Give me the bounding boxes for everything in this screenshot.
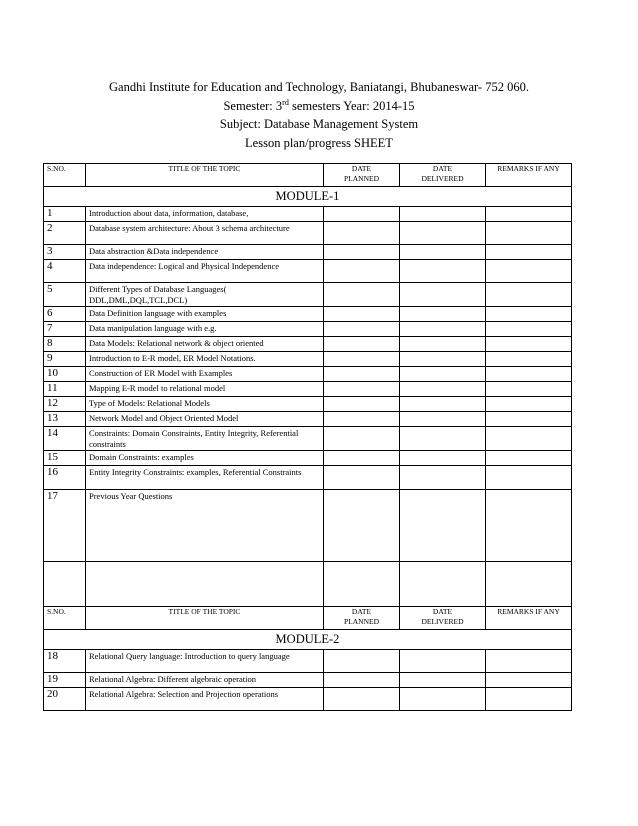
- row-number: 5: [44, 283, 86, 307]
- date-delivered-cell: [400, 382, 486, 397]
- row-topic: Mapping E-R model to relational model: [86, 382, 324, 397]
- document-header: [0, 78, 638, 152]
- date-delivered-cell: [400, 451, 486, 466]
- remarks-cell: [486, 283, 572, 307]
- date-planned-cell: [324, 427, 400, 451]
- row-topic: Data manipulation language with e.g.: [86, 322, 324, 337]
- date-planned-cell: [324, 352, 400, 367]
- date-planned-label-2: PLANNED: [344, 617, 379, 626]
- table-row: [44, 397, 572, 412]
- date-planned-cell: [324, 650, 400, 673]
- blank-cell: [44, 562, 86, 607]
- date-planned-cell: [324, 412, 400, 427]
- row-number: 14: [44, 427, 86, 451]
- row-topic: Data independence: Logical and Physical Independence: [86, 260, 324, 283]
- date-planned-cell: [324, 466, 400, 490]
- date-planned-cell: [324, 207, 400, 222]
- remarks-cell: [486, 397, 572, 412]
- row-number: 12: [44, 397, 86, 412]
- date-delivered-label-2: DELIVERED: [421, 174, 464, 183]
- year-text: semesters Year: 2014-15: [288, 98, 415, 113]
- date-planned-cell: [324, 337, 400, 352]
- date-delivered-cell: [400, 283, 486, 307]
- table-row: [44, 307, 572, 322]
- row-topic: Entity Integrity Constraints: examples, Referential Constraints: [86, 466, 324, 490]
- row-number: 3: [44, 245, 86, 260]
- module-title: MODULE-1: [44, 187, 572, 207]
- remarks-header: REMARKS IF ANY: [486, 607, 572, 630]
- column-header-row: [44, 607, 572, 630]
- remarks-cell: [486, 451, 572, 466]
- remarks-cell: [486, 490, 572, 562]
- date-delivered-label-1: DATE: [432, 607, 453, 616]
- module-title: MODULE-2: [44, 630, 572, 650]
- row-number: 10: [44, 367, 86, 382]
- lesson-plan-table: [43, 163, 572, 711]
- table-row: [44, 427, 572, 451]
- date-planned-cell: [324, 367, 400, 382]
- date-planned-cell: [324, 451, 400, 466]
- date-planned-cell: [324, 283, 400, 307]
- institute-line: Gandhi Institute for Education and Technology, Baniatangi, Bhubaneswar- 752 060.: [109, 80, 529, 94]
- date-planned-cell: [324, 222, 400, 245]
- row-topic: Different Types of Database Languages( DDL,DML,DQL,TCL,DCL): [86, 283, 324, 307]
- date-planned-cell: [324, 322, 400, 337]
- date-delivered-label-2: DELIVERED: [421, 617, 464, 626]
- row-number: 2: [44, 222, 86, 245]
- row-number: 6: [44, 307, 86, 322]
- date-delivered-cell: [400, 222, 486, 245]
- table-row: [44, 260, 572, 283]
- row-topic: Relational Query language: Introduction to query language: [86, 650, 324, 673]
- table-row: [44, 466, 572, 490]
- date-planned-label-1: DATE: [351, 607, 372, 616]
- remarks-cell: [486, 307, 572, 322]
- date-delivered-cell: [400, 490, 486, 562]
- date-delivered-label-1: DATE: [432, 164, 453, 173]
- table-row: [44, 322, 572, 337]
- row-number: 16: [44, 466, 86, 490]
- row-topic: Network Model and Object Oriented Model: [86, 412, 324, 427]
- date-planned-header: [324, 607, 400, 630]
- date-planned-header: [324, 164, 400, 187]
- remarks-cell: [486, 650, 572, 673]
- row-topic: Relational Algebra: Selection and Projection operations: [86, 688, 324, 711]
- date-delivered-header: [400, 164, 486, 187]
- table-row: [44, 207, 572, 222]
- date-planned-cell: [324, 688, 400, 711]
- date-delivered-cell: [400, 352, 486, 367]
- blank-cell: [486, 562, 572, 607]
- row-number: 17: [44, 490, 86, 562]
- sheet-title: Lesson plan/progress SHEET: [245, 135, 393, 150]
- row-number: 7: [44, 322, 86, 337]
- row-topic: Construction of ER Model with Examples: [86, 367, 324, 382]
- table-row: [44, 245, 572, 260]
- remarks-cell: [486, 245, 572, 260]
- remarks-cell: [486, 688, 572, 711]
- date-planned-cell: [324, 307, 400, 322]
- subject-line: Subject: Database Management System: [219, 117, 419, 131]
- date-delivered-cell: [400, 322, 486, 337]
- remarks-cell: [486, 412, 572, 427]
- date-delivered-cell: [400, 307, 486, 322]
- remarks-cell: [486, 352, 572, 367]
- row-topic: Domain Constraints: examples: [86, 451, 324, 466]
- table-row: [44, 367, 572, 382]
- date-delivered-cell: [400, 337, 486, 352]
- table-row: [44, 222, 572, 245]
- column-header-row: [44, 164, 572, 187]
- row-number: 8: [44, 337, 86, 352]
- date-delivered-cell: [400, 650, 486, 673]
- row-topic: Data Models: Relational network & object oriented: [86, 337, 324, 352]
- row-topic: Database system architecture: About 3 schema architecture: [86, 222, 324, 245]
- date-delivered-cell: [400, 412, 486, 427]
- row-topic: Data abstraction &Data independence: [86, 245, 324, 260]
- remarks-cell: [486, 466, 572, 490]
- row-topic: Relational Algebra: Different algebraic operation: [86, 673, 324, 688]
- blank-cell: [324, 562, 400, 607]
- remarks-cell: [486, 337, 572, 352]
- remarks-cell: [486, 260, 572, 283]
- date-planned-cell: [324, 260, 400, 283]
- table-row: [44, 490, 572, 562]
- module-title-row: [44, 187, 572, 207]
- row-topic: Data Definition language with examples: [86, 307, 324, 322]
- row-number: 4: [44, 260, 86, 283]
- blank-cell: [86, 562, 324, 607]
- remarks-cell: [486, 367, 572, 382]
- semester-text: Semester: 3: [223, 98, 283, 113]
- date-delivered-header: [400, 607, 486, 630]
- lesson-plan-table-body: [44, 164, 572, 711]
- row-number: 19: [44, 673, 86, 688]
- date-planned-cell: [324, 245, 400, 260]
- table-row: [44, 650, 572, 673]
- table-row: [44, 283, 572, 307]
- row-number: 1: [44, 207, 86, 222]
- remarks-cell: [486, 222, 572, 245]
- remarks-cell: [486, 322, 572, 337]
- row-topic: Previous Year Questions: [86, 490, 324, 562]
- blank-row: [44, 562, 572, 607]
- date-delivered-cell: [400, 207, 486, 222]
- row-topic: Constraints: Domain Constraints, Entity Integrity, Referential constraints: [86, 427, 324, 451]
- table-row: [44, 382, 572, 397]
- semester-line: [0, 97, 638, 116]
- date-delivered-cell: [400, 397, 486, 412]
- remarks-cell: [486, 207, 572, 222]
- date-planned-cell: [324, 673, 400, 688]
- table-row: [44, 412, 572, 427]
- table-row: [44, 337, 572, 352]
- date-delivered-cell: [400, 688, 486, 711]
- sno-header: S.NO.: [44, 164, 86, 187]
- table-row: [44, 451, 572, 466]
- date-delivered-cell: [400, 245, 486, 260]
- row-number: 13: [44, 412, 86, 427]
- table-row: [44, 688, 572, 711]
- date-planned-label-2: PLANNED: [344, 174, 379, 183]
- date-delivered-cell: [400, 466, 486, 490]
- date-delivered-cell: [400, 367, 486, 382]
- semester-superscript: rd: [282, 97, 289, 107]
- title-header: TITLE OF THE TOPIC: [86, 164, 324, 187]
- date-delivered-cell: [400, 260, 486, 283]
- remarks-cell: [486, 673, 572, 688]
- row-number: 18: [44, 650, 86, 673]
- module-title-row: [44, 630, 572, 650]
- remarks-header: REMARKS IF ANY: [486, 164, 572, 187]
- table-row: [44, 352, 572, 367]
- date-planned-cell: [324, 382, 400, 397]
- row-number: 11: [44, 382, 86, 397]
- remarks-cell: [486, 427, 572, 451]
- row-topic: Introduction about data, information, database,: [86, 207, 324, 222]
- date-planned-cell: [324, 397, 400, 412]
- row-number: 20: [44, 688, 86, 711]
- remarks-cell: [486, 382, 572, 397]
- date-planned-label-1: DATE: [351, 164, 372, 173]
- title-header: TITLE OF THE TOPIC: [86, 607, 324, 630]
- table-row: [44, 673, 572, 688]
- blank-cell: [400, 562, 486, 607]
- date-delivered-cell: [400, 673, 486, 688]
- date-planned-cell: [324, 490, 400, 562]
- sno-header: S.NO.: [44, 607, 86, 630]
- row-topic: Introduction to E-R model, ER Model Notations.: [86, 352, 324, 367]
- row-number: 15: [44, 451, 86, 466]
- date-delivered-cell: [400, 427, 486, 451]
- row-topic: Type of Models: Relational Models: [86, 397, 324, 412]
- row-number: 9: [44, 352, 86, 367]
